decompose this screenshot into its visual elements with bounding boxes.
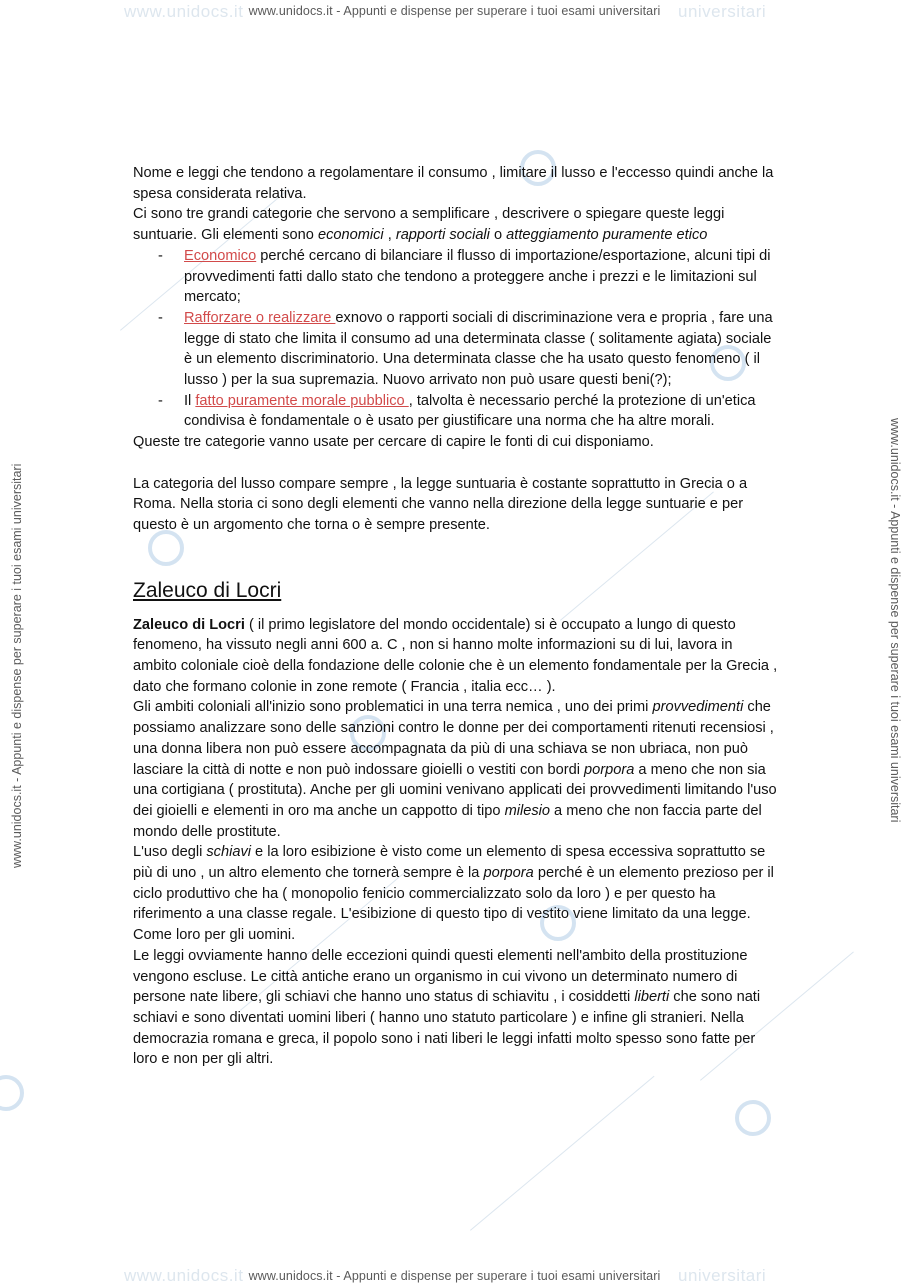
watermark-banner-top: www.unidocs.it - Appunti e dispense per superare i tuoi esami universitari [248,4,661,18]
text-run: a meno che non faccia parte del mondo delle prostitute. [133,802,762,840]
text-run: perché è un elemento prezioso per il ciclo produttivo che ha ( monopolio fenicio commercializzato solo da loro ) e per questo ha riferimento a una classe regale. L'esibizione di questo tipo di vestito viene limitato da una legge. Come loro per gli uomini. [133,865,774,944]
list-item [133,308,778,391]
colonial-paragraph [133,697,778,842]
term-economici: economici [317,227,384,244]
section-heading: Zaleuco di Locri [133,578,282,602]
term-provvedimenti: provvedimenti [652,699,744,716]
text-run: Gli ambiti coloniali all'inizio sono problematici in una terra nemica , uno dei primi [133,699,653,716]
watermark-line [470,1076,654,1231]
watermark-faint-right: universitari [678,2,767,21]
watermark-logo-icon [0,1075,24,1111]
watermark-side-right: www.unidocs.it - Appunti e dispense per superare i tuoi esami universitari [888,418,902,823]
term-economico-link[interactable]: Economico [184,247,257,264]
categories-list [133,246,778,432]
text-run: , talvolta è necessario perché la protezione di un'etica condivisa è fondamentale o è usato per giustificare una norma che ha altre morali. [184,392,756,430]
watermark-banner-bottom: www.unidocs.it - Appunti e dispense per superare i tuoi esami universitari [248,1269,661,1283]
term-rapporti-sociali: rapporti sociali [395,227,490,244]
term-fatto-morale-link[interactable]: fatto puramente morale pubblico [195,392,409,409]
document-body [133,163,778,1070]
intro-paragraph: Nome e leggi che tendono a regolamentare il consumo , limitare il lusso e l'eccesso quindi anche la spesa considerata relativa. [133,165,774,202]
text-run: e la loro esibizione è visto come un elemento di spesa eccessiva soprattutto se più di uno , un altro elemento che tornerà sempre è la [133,844,766,882]
text-run: Ci sono tre grandi categorie che servono a semplificare , descrivere o spiegare queste leggi suntuarie. Gli elementi sono [133,206,725,244]
list-item [133,246,778,308]
watermark-side-left: www.unidocs.it - Appunti e dispense per superare i tuoi esami universitari [10,463,24,868]
text-run: , [383,227,396,244]
text-run: Le leggi ovviamente hanno delle eccezioni quindi questi elementi nell'ambito della prostituzione vengono escluse. Le città antiche erano un organismo in cui vivono un determinato numero di persone nate libere, gli schiavi che hanno uno status di schiavitu , i cosiddetti [133,947,748,1006]
list-dash: - [158,309,163,326]
text-run: exnovo o rapporti sociali di discriminazione vera e propria , fare una legge di stato che limita il consumo ad una determinata classe ( solitamente agiata) sociale è un elemento discriminatorio. Una determinata classe che ha usato questo fenomeno ( il lusso ) per la sua supremazia. Nuovo arrivato non può usare questi beni(?); [184,309,773,389]
text-run: ( il primo legislatore del mondo occidentale) si è occupato a lungo di questo fenomeno, ha vissuto negli anni 600 a. C , non si hanno molte informazioni su di lui, lavora in ambito coloniale cioè della fondazione delle colonie che è un elemento fondamentale per la Grecia , dato che formano colonie in zone remote ( Francia , italia ecc… ). [133,616,778,695]
text-run: che sono nati schiavi e sono diventati uomini liberi ( hanno uno statuto particolare ) e infine gli stranieri. Nella democrazia romana e greca, il popolo sono i nati liberi le leggi infatti molto spesso sono fatte per loro e non per gli altri. [133,989,761,1068]
term-schiavi: schiavi [206,844,251,861]
watermark-faint-right-bottom: universitari [678,1266,767,1285]
term-liberti: liberti [634,989,670,1006]
term-porpora: porpora [584,761,635,778]
categories-paragraph [133,204,778,245]
text-run: o [489,227,507,244]
text-run: perché cercano di bilanciare il flusso di importazione/esportazione, alcuni tipi di provvedimenti fatti dallo stato che tendono a proteggere anche i prezzi e le limitazioni sul mercato; [184,247,771,306]
text-run: L'uso degli [133,844,207,861]
text-run: che possiamo analizzare sono delle sanzioni contro le donne per dei comportamenti ritenuti recensiosi , una donna libera non può essere accompagnata da più di una schiava se non ubriaca, non può lasciare la città di notte e non può indossare gioielli o vestiti con bordi [133,699,774,778]
term-porpora: porpora [483,865,534,882]
list-dash: - [158,392,163,409]
watermark-faint-left: www.unidocs.it [124,2,244,21]
paragraph-gap [133,453,778,474]
lusso-paragraph: La categoria del lusso compare sempre , la legge suntuaria è costante soprattutto in Grecia o a Roma. Nella storia ci sono degli elementi che vanno nella direzione della legge suntuarie e per questo è un argomento che torna o è sempre presente. [133,475,748,533]
term-rafforzare-link[interactable]: Rafforzare o realizzare [184,309,336,326]
term-milesio: milesio [504,802,550,819]
list-item [133,391,778,432]
after-list-paragraph: Queste tre categorie vanno usate per cercare di capire le fonti di cui disponiamo. [133,434,654,451]
zaleuco-paragraph [133,615,778,698]
schiavi-paragraph [133,842,778,946]
list-dash: - [158,247,163,264]
watermark-logo-icon [735,1100,771,1136]
watermark-faint-left-bottom: www.unidocs.it [124,1266,244,1285]
text-run: Il [184,392,196,409]
leggi-paragraph [133,946,778,1070]
text-run: a meno che non sia una cortigiana ( prostituta). Anche per gli uomini venivano applicati dei provvedimenti limitando l'uso dei gioielli e elementi in oro ma anche un cappotto di tipo [133,761,777,819]
bold-name: Zaleuco di Locri [133,616,245,633]
term-atteggiamento: atteggiamento puramente etico [506,227,708,244]
